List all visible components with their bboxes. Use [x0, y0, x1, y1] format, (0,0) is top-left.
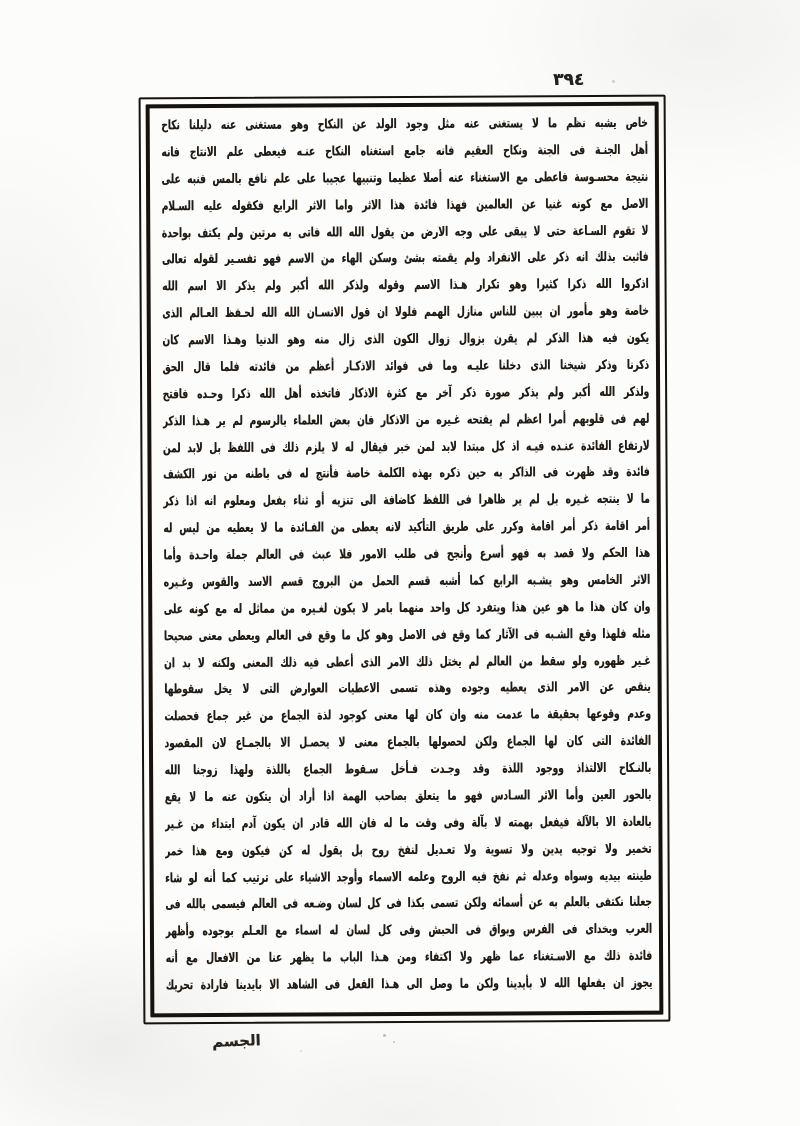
manuscript-line: فائدة ذلك مع الاسـتغناء عما ظهر ولا اكتفاء ومن هـذا الباب ما يظهر عنا من الافعال مع أنه: [165, 948, 653, 967]
manuscript-line: الاصل مع كونه غنيا عن العالمين فهذا فائدة هذا الاثر واما الاثر الرابع فكقوله عليه السـلام: [161, 196, 649, 214]
manuscript-line: بالعادة الا بالآلة فيفعل بهمته لا بآلة وفى وقت ما له فان الله قادر ان يكون آدم ابتداء من غـير: [164, 814, 652, 833]
manuscript-line: تخمير ولا توجيه يدين ولا تسوية ولا تعـديل لنفخ روح بل يقول له كن فيكون ومع هذا خمر: [164, 841, 652, 859]
manuscript-line: هذا الحكم ولا قصد به فهو أسرع وأنجح فى طلب الامور فلا عبث فى العالم جملة واحـدة وأما: [163, 545, 651, 564]
manuscript-line: فاثبت بذلك انه ذكر على الانفراد ولم يقمته بشئ وسكن الهاء من الاسم فهو تفسـير لقوله تعالى: [161, 250, 649, 268]
manuscript-text-block: [157, 111, 653, 1009]
manuscript-line: مثله فلهذا وقع الشـبه فى الآثار كما وقع فى الاصل وهو كل ما وقع فى العالم ويعطى معنى صحيحا: [163, 626, 651, 644]
ink-speck: [393, 1041, 395, 1043]
manuscript-line: يجوز ان يفعلها الله لا بأيدينا ولكن ما وصل الى هـذا الفعل فى الشاهد الا بايدينا فارادة تحريك: [165, 975, 653, 994]
manuscript-line: جعلنا نكتفى بالعلم به عن أسمائه ولكن تسمى بكذا فى كل لسان وضـعه فى العالم فيسمى بالله فى: [165, 895, 652, 913]
text-frame-inner-border: [146, 102, 664, 1018]
manuscript-line: وان كان هذا ما هو عين هذا ويتفرد كل واحد منهما بامر لا يكون لغـيره من مماثل له مع كونه على: [163, 599, 651, 618]
page-number: ٣٩٤: [553, 70, 585, 90]
ink-speck: [300, 1050, 302, 1052]
manuscript-line: ينقص عن الامر الذى يعطيه وجوده وهذه تسمى الاعطيات العوارض التى لا يخل سقوطها: [164, 680, 651, 698]
manuscript-line: لارتفاع الفائدة عنـده فيـه اذ كل مبتدا لابد لمن خبر فيقال له لا يلزم ذلك فى اللفظ بل لابد لمن: [162, 438, 650, 456]
manuscript-line: يكون فيه هذا الذكر لم يقرن بزوال زوال الكون الذى زال منه وهو الدنيا وهـذا الاسم كان: [162, 330, 649, 349]
manuscript-line: غـير ظهوره ولو سقط من العالم لم يختل ذلك الامر الذى أعطى فيه ذلك المعنى ولكنه لا بد ان: [164, 653, 651, 671]
manuscript-line: خاص يشبه نظم ما لا يستغنى عنه مثل وجود الولد عن النكاح وهو مستغنى عنه دليلنا نكاح: [161, 115, 648, 134]
manuscript-line: طينته بيديه وسواه وعدله ثم نفخ فيه الروح وعلمه الاسماء وأوجد الاشياء على ترتيب كما أنه لو شاء: [165, 868, 652, 886]
manuscript-line: العرب وبخداى فى الفرس وبواق فى الحبش وفى كل لسان له اسماء مع العـلم بوجوده وأظهر: [165, 921, 652, 940]
manuscript-line: وعدم وقوعها بحقيقة ما عدمت منه وان كان لها معنى كوجود لذة الجماع من غير جماع فحصلت: [164, 706, 651, 725]
manuscript-line: أهل الجنـة فى الجنة ونكاح العقيم فانه جامع استغناه النكاح عنـه فيعطى علم الانتاج فانه: [161, 142, 648, 161]
manuscript-line: لا تقوم السـاعة حتى لا يبقى على وجه الارض من يقول الله الله فاتى به مرتين ولم يكتف بواحدة: [161, 223, 649, 241]
manuscript-line: لهم فى قلوبهم أمرا اعظم لم يفتحه غـيره من الاذكار فان بعض العلماء بالرسوم لم ير هـذا الذكر: [162, 411, 650, 429]
manuscript-line: فائدة وقد ظهرت فى الذاكر به حين ذكره بهذه الكلمة خاصة فأنتج له فى باطنه من نور الكشف: [163, 465, 650, 483]
manuscript-line: بالنـكاح الالتذاذ ووجود اللذة وقد وجـدت فـأخل سـقوط الجماع باللذة ولهذا زوجنا الله: [164, 760, 652, 779]
manuscript-line: الفائدة التى كان لها الجماع ولكن لحصولها بالجماع معنى لا يحصـل الا بالجمـاع لان المقصود: [164, 733, 651, 752]
text-frame-outer-border: [139, 95, 671, 1025]
manuscript-line: اذكروا الله ذكرا كثيرا وهو تكرار هـذا الاسم وقوله ولذكر الله أكبر ولم يذكر الا اسم الله: [162, 276, 649, 295]
manuscript-line: ما لا ينتجه غـيره بل لم ير ظاهرا فى اللفظ كاضافة الى تنزيه أو ثناء بفعل ومعلوم انه اذا ذكر: [163, 491, 650, 510]
manuscript-line: نتيجة محسـوسة فاعطى مع الاستغناء عنه أصلا عظيما وتنبيها عجيبا على علم نافع بالمس فنبه على: [161, 169, 649, 188]
catchword: الجسم: [211, 1031, 261, 1051]
ink-speck: [383, 1034, 386, 1037]
manuscript-line: بالحور العين وأما الاثر السـادس فهو ما يتعلق بصاحب الهمة اذا أراد أن يتكون عنه ما لا يقع: [164, 787, 652, 806]
manuscript-line: ولذكر الله أكبر ولم يذكر صورة ذكر آخر مع كثرة الاذكار فاتخذه أهل الله ذكرا وحـده فافتح: [162, 384, 650, 403]
ink-speck: [612, 80, 615, 83]
manuscript-line: أمر اقامة ذكر أمر اقامة وكرر على طريق التأكيد لانه يعطى من الفـائدة ما لا يعطيه من ليس له: [163, 518, 650, 537]
manuscript-line: خاصة وهو مأمور ان يبين للناس منازل الهمم فلولا ان قول الانسـان الله الله لحـفظ العـالم الذى: [162, 303, 649, 322]
manuscript-line: ذكرنا وذكر شيخنا الذى دخلنا عليـه وما فى فوائد الاذكـار أعظم من فائدته فلما قال الحق: [162, 357, 650, 376]
manuscript-line: الاثر الخامس وهو يشـبه الرابع كما أشبه قسم الحمل من البروج قسم الاسد والقوس وغـيره: [163, 572, 651, 591]
